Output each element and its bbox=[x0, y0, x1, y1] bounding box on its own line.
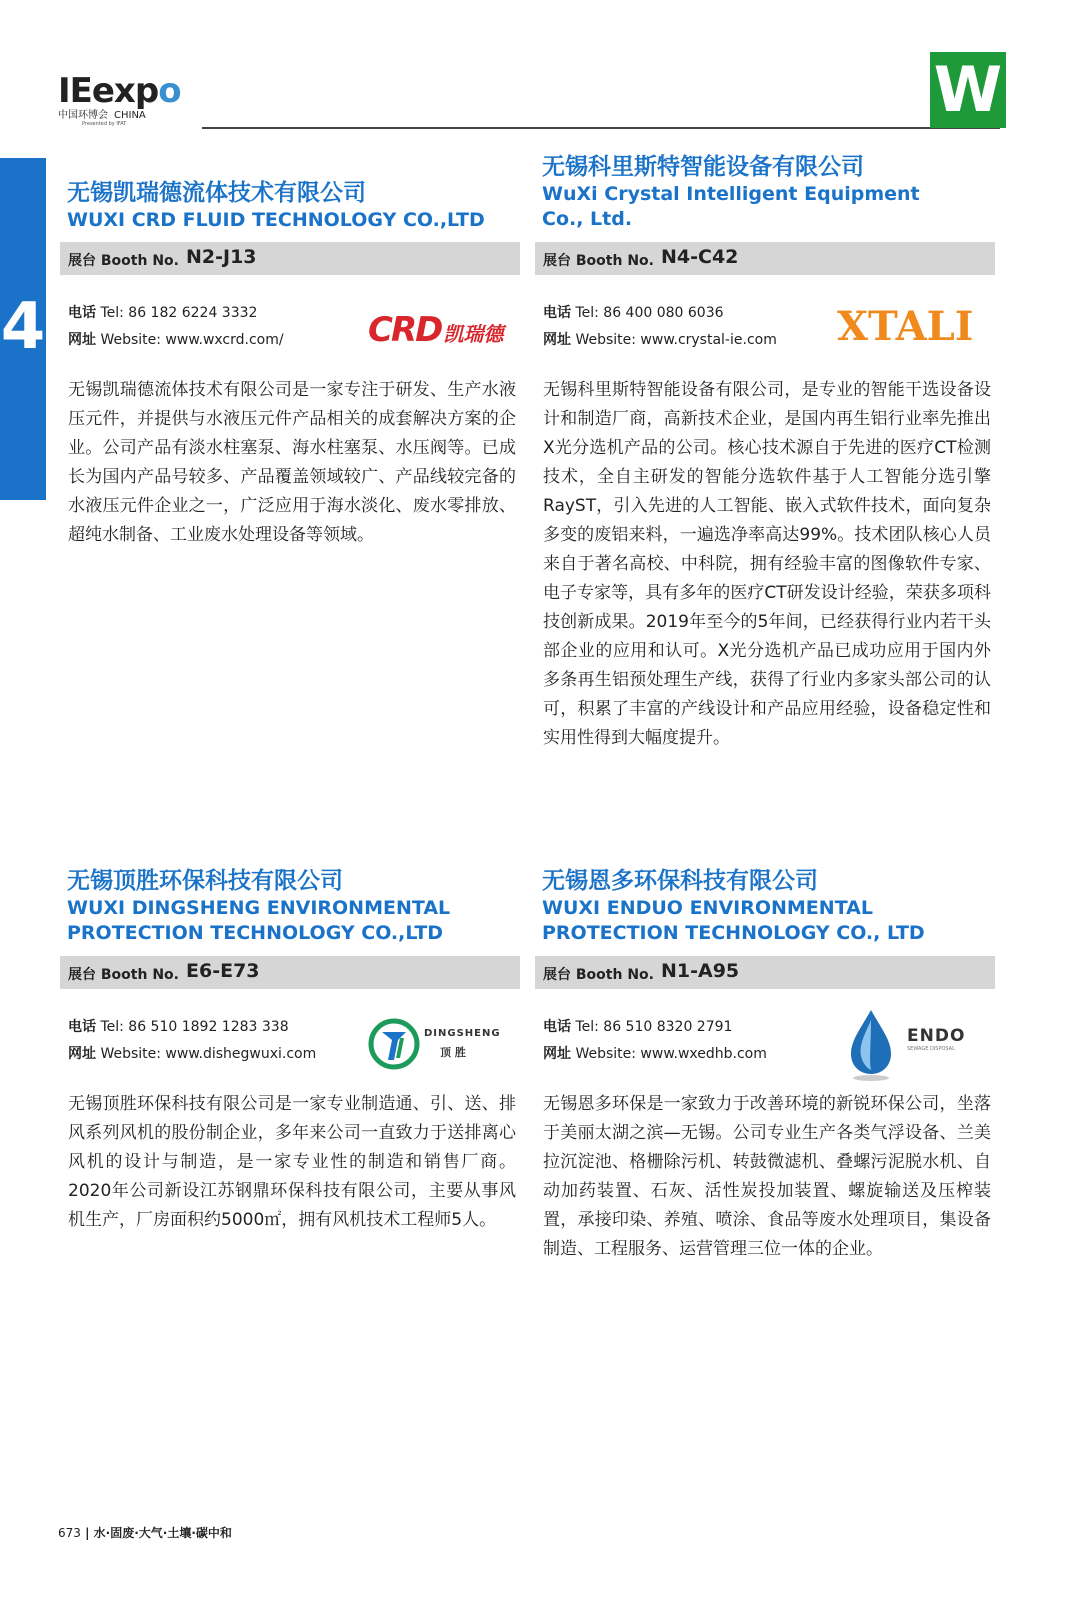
company-name-en: WUXI CRD FLUID TECHNOLOGY CO.,LTD bbox=[67, 209, 485, 231]
contact-block bbox=[543, 1014, 767, 1068]
company-name-cn: 无锡科里斯特智能设备有限公司 bbox=[542, 154, 864, 180]
company-name-cn: 无锡凯瑞德流体技术有限公司 bbox=[67, 180, 366, 206]
ieexpo-logo bbox=[58, 71, 181, 127]
contact-block bbox=[68, 1014, 316, 1068]
booth-number: N1-A95 bbox=[661, 960, 740, 982]
booth-label: 展台 Booth No. bbox=[68, 253, 179, 269]
company-card-crd bbox=[60, 178, 520, 545]
company-name-en: WUXI ENDUO ENVIRONMENTAL PROTECTION TECHNOLOGY CO., LTD bbox=[542, 897, 925, 944]
contact-block bbox=[543, 300, 777, 354]
booth-bar bbox=[60, 956, 520, 989]
page-number: 673 bbox=[58, 1526, 81, 1540]
xtali-logo-text: XTALI bbox=[837, 303, 974, 350]
dingsheng-logo-cn: 顶 胜 bbox=[440, 1046, 466, 1059]
company-name-en: WUXI DINGSHENG ENVIRONMENTAL PROTECTION TECHNOLOGY CO.,LTD bbox=[67, 897, 451, 944]
crd-logo-cn: 凯瑞德 bbox=[443, 322, 504, 346]
enduo-logo bbox=[843, 1006, 983, 1082]
company-name-cn: 无锡顶胜环保科技有限公司 bbox=[67, 868, 343, 894]
web-label: 网址 bbox=[68, 1046, 96, 1062]
tel-label: 电话 bbox=[68, 1019, 96, 1035]
brand-by: Presented by IFAT bbox=[82, 121, 127, 127]
page-footer bbox=[58, 1524, 232, 1541]
company-description: 无锡凯瑞德流体技术有限公司是一家专注于研发、生产水液压元件，并提供与水液压元件产品相关的成套解决方案的企业。公司产品有淡水柱塞泵、海水柱塞泵、水压阀等。已成长为国内产品号较多、产品覆盖领域较广、产品线较完备的水液压元件企业之一，广泛应用于海水淡化、废水零排放、超纯水制备、工业废水处理设备等领域。 bbox=[68, 380, 516, 545]
enduo-logo-text: ENDO bbox=[907, 1026, 966, 1046]
booth-label: 展台 Booth No. bbox=[543, 967, 654, 983]
brand-china: CHINA bbox=[114, 110, 146, 121]
tel-value: Tel: 86 400 080 6036 bbox=[575, 305, 724, 321]
enduo-drop-icon bbox=[843, 1006, 899, 1082]
booth-bar bbox=[535, 956, 995, 989]
web-label: 网址 bbox=[543, 332, 571, 348]
booth-number: E6-E73 bbox=[186, 960, 260, 982]
company-name-en: WuXi Crystal Intelligent Equipment Co., Ltd. bbox=[542, 183, 920, 230]
contact-block bbox=[68, 300, 284, 354]
web-value: Website: www.wxcrd.com/ bbox=[100, 332, 284, 348]
tel-value: Tel: 86 510 8320 2791 bbox=[575, 1019, 733, 1035]
booth-label: 展台 Booth No. bbox=[543, 253, 654, 269]
tel-value: Tel: 86 510 1892 1283 338 bbox=[100, 1019, 289, 1035]
booth-number: N2-J13 bbox=[186, 246, 257, 268]
tel-label: 电话 bbox=[68, 305, 96, 321]
company-description: 无锡恩多环保是一家致力于改善环境的新锐环保公司，坐落于美丽太湖之滨—无锡。公司专业生产各类气浮设备、兰美拉沉淀池、格栅除污机、转鼓微滤机、叠螺污泥脱水机、自动加药装置、石灰、活性炭投加装置、螺旋输送及压榨装置，承接印染、养殖、喷涂、食品等废水处理项目，集设备制造、工程服务、运营管理三位一体的企业。 bbox=[543, 1094, 991, 1259]
company-card-dingsheng bbox=[60, 866, 520, 1230]
company-card-crystal bbox=[535, 152, 995, 748]
tel-value: Tel: 86 182 6224 3332 bbox=[100, 305, 258, 321]
booth-bar bbox=[535, 242, 995, 275]
tel-label: 电话 bbox=[543, 305, 571, 321]
booth-bar bbox=[60, 242, 520, 275]
web-value: Website: www.crystal-ie.com bbox=[575, 332, 777, 348]
header-rule bbox=[202, 127, 1000, 129]
tel-label: 电话 bbox=[543, 1019, 571, 1035]
enduo-logo-sub: SEWAGE DISPOSAL bbox=[907, 1046, 955, 1052]
web-label: 网址 bbox=[68, 332, 96, 348]
dingsheng-emblem-icon bbox=[368, 1018, 420, 1070]
brand-cn: 中国环博会 bbox=[58, 110, 108, 121]
crd-logo-text: CRD bbox=[368, 310, 442, 350]
crd-logo bbox=[368, 310, 504, 350]
company-card-enduo bbox=[535, 866, 995, 1259]
web-value: Website: www.wxedhb.com bbox=[575, 1046, 767, 1062]
section-title: | 水·固废·大气·土壤·碳中和 bbox=[85, 1526, 232, 1540]
brand-word: IEexp bbox=[58, 71, 159, 111]
side-number: 4 bbox=[0, 290, 46, 364]
booth-label: 展台 Booth No. bbox=[68, 967, 179, 983]
web-value: Website: www.dishegwuxi.com bbox=[100, 1046, 317, 1062]
company-description: 无锡科里斯特智能设备有限公司，是专业的智能干选设备设计和制造厂商，高新技术企业，是国内再生铝行业率先推出X光分选机产品的公司。核心技术源自于先进的医疗CT检测技术，全自主研发的智能分选软件基于人工智能分选引擎RayST，引入先进的人工智能、嵌入式软件技术，面向复杂多变的废铝来料，一遍选净率高达99%。技术团队核心人员来自于著名高校、中科院，拥有经验丰富的图像软件专家、电子专家等，具有多年的医疗CT研发设计经验，荣获多项科技创新成果。2019年至今的5年间，已经获得行业内若干头部企业的应用和认可。X光分选机产品已成功应用于国内外多条再生铝预处理生产线，获得了行业内多家头部公司的认可，积累了丰富的产线设计和产品应用经验，设备稳定性和实用性得到大幅度提升。 bbox=[543, 380, 991, 748]
dingsheng-logo-text: DINGSHENG bbox=[424, 1028, 501, 1039]
booth-number: N4-C42 bbox=[661, 246, 739, 268]
xtali-logo bbox=[837, 304, 983, 350]
company-name-cn: 无锡恩多环保科技有限公司 bbox=[542, 868, 818, 894]
brand-o: o bbox=[158, 71, 181, 111]
dingsheng-logo bbox=[368, 1018, 504, 1070]
web-label: 网址 bbox=[543, 1046, 571, 1062]
letter-badge: W bbox=[930, 52, 1006, 128]
company-description: 无锡顶胜环保科技有限公司是一家专业制造通、引、送、排风系列风机的股份制企业，多年来公司一直致力于送排离心风机的设计与制造，是一家专业性的制造和销售厂商。2020年公司新设江苏钢鼎环保科技有限公司，主要从事风机生产，厂房面积约5000㎡，拥有风机技术工程师5人。 bbox=[68, 1094, 516, 1230]
